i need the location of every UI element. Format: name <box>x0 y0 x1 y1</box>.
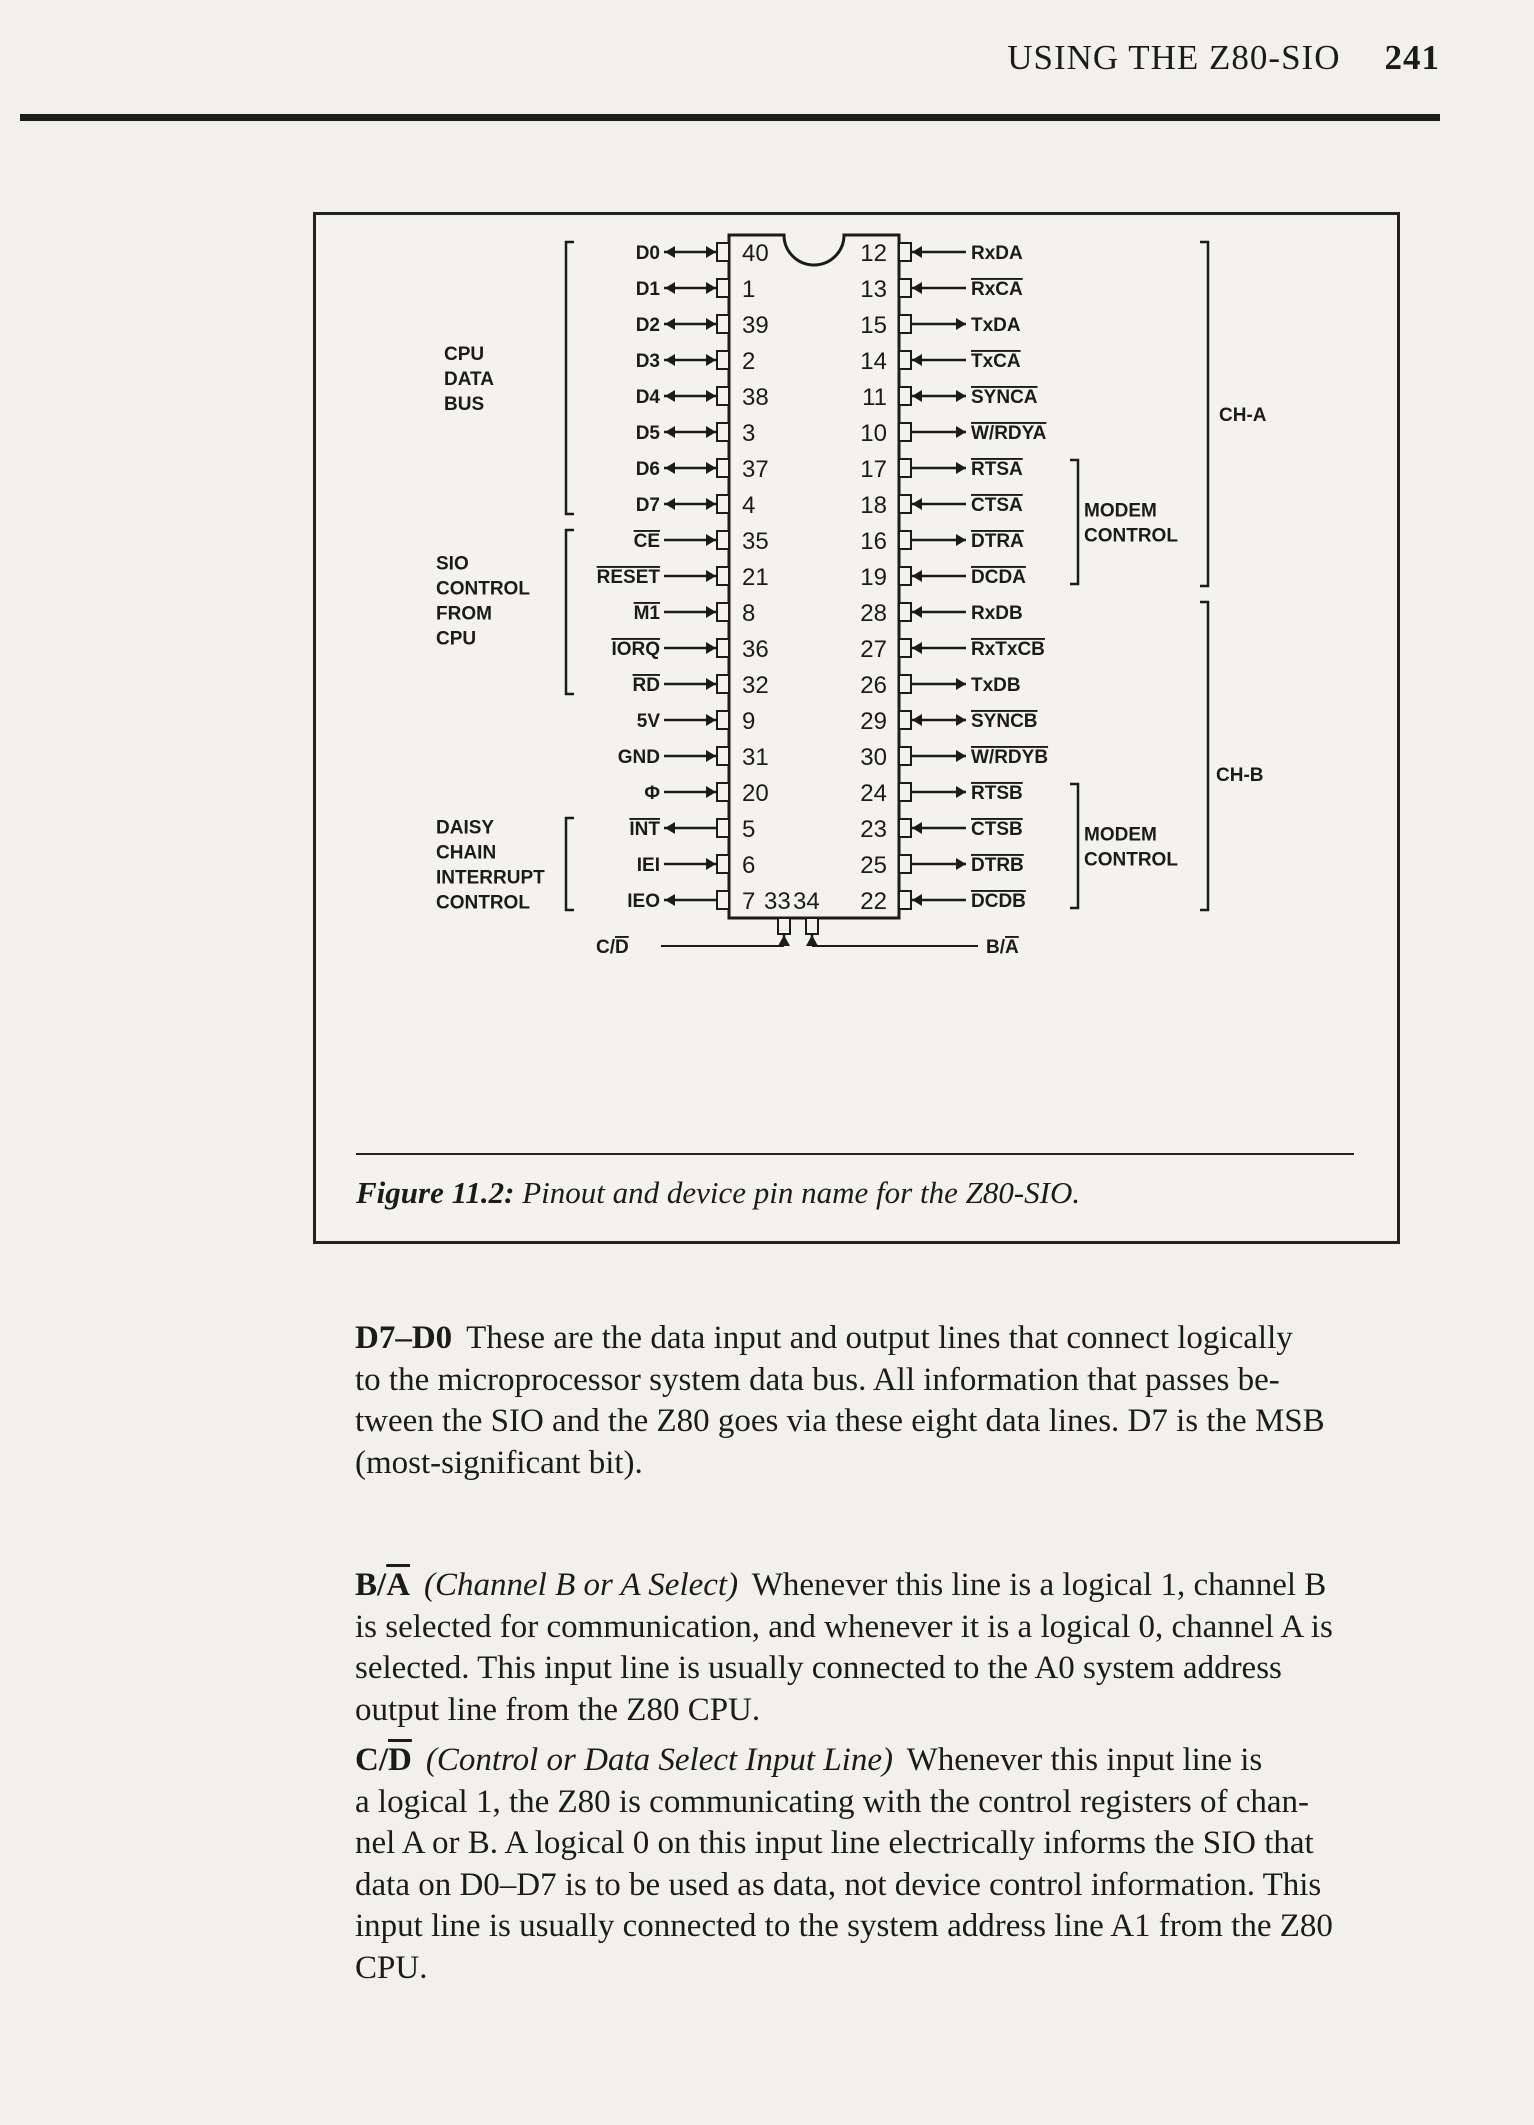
pin-number: 29 <box>860 708 887 735</box>
pin-name: M1 <box>633 603 660 624</box>
pin-arrow <box>706 246 716 258</box>
pin-name: D1 <box>635 279 660 300</box>
pin-arrow <box>706 354 716 366</box>
group-label-ch-a: CH-A <box>1219 405 1267 426</box>
line: These are the data input and output lines that connect logically <box>466 1320 1293 1356</box>
pin-number: 23 <box>860 816 887 843</box>
pin-name: D6 <box>635 459 660 480</box>
pin-name: DCDB <box>971 891 1026 912</box>
pin-stub <box>899 639 911 657</box>
pin-number: 27 <box>860 636 887 663</box>
pin-arrow <box>706 462 716 474</box>
line: output line from the Z80 CPU. <box>355 1691 761 1728</box>
pin-arrow <box>706 282 716 294</box>
pin-number: 20 <box>742 780 769 807</box>
pin-arrow <box>665 282 675 294</box>
pin-stub <box>899 855 911 873</box>
pin-name: Φ <box>644 783 660 804</box>
pin-arrow <box>806 935 818 946</box>
pin-stub <box>899 747 911 765</box>
group-label-modem-a: CONTROL <box>1084 525 1178 547</box>
bracket-sio-control <box>566 530 574 694</box>
pin-number: 25 <box>860 852 887 879</box>
pin-arrow <box>912 822 922 834</box>
pin-name: TxCA <box>971 351 1021 372</box>
pin-arrow <box>956 462 966 474</box>
pin-arrow <box>912 570 922 582</box>
pin-name: TxDB <box>971 675 1021 696</box>
pin-name: CTSB <box>971 819 1023 840</box>
pin-stub <box>717 315 729 333</box>
pin-arrow <box>665 426 675 438</box>
pin-number: 32 <box>742 672 769 699</box>
bracket-daisy-chain <box>566 818 574 910</box>
line: Whenever this input line is <box>906 1742 1263 1778</box>
pin-arrow <box>665 390 675 402</box>
term: $B/\overline{A}$ <box>355 1567 411 1603</box>
pin-number: 30 <box>860 744 887 771</box>
group-label-cpu-data-bus: CPU <box>444 344 485 365</box>
figure-caption <box>356 1175 1080 1211</box>
pin-number: 34 <box>793 888 820 915</box>
pin-name: RESET <box>596 567 660 588</box>
pin-number: 38 <box>742 384 769 411</box>
pin-stub <box>717 603 729 621</box>
pin-arrow <box>665 822 675 834</box>
pin-stub <box>717 495 729 513</box>
pin-name: D4 <box>635 387 660 408</box>
page-number: 241 <box>1384 38 1440 77</box>
pin-name: DCDA <box>971 567 1026 588</box>
pin-name: W/RDYB <box>971 747 1049 768</box>
pin-arrow <box>665 498 675 510</box>
pin-number: 11 <box>862 384 887 411</box>
pin-stub <box>717 819 729 837</box>
pin-arrow <box>665 462 675 474</box>
pin-arrow <box>912 714 922 726</box>
pin-stub <box>899 423 911 441</box>
pin-arrow <box>706 426 716 438</box>
pin-stub <box>899 891 911 909</box>
pin-stub <box>717 279 729 297</box>
bracket-modem-a <box>1070 460 1078 584</box>
pin-arrow <box>956 318 966 330</box>
pin-arrow <box>956 858 966 870</box>
pin-number: 35 <box>742 528 769 555</box>
group-label-sio-control: CPU <box>436 628 477 650</box>
pin-name: DTRB <box>971 855 1024 876</box>
pin-name: IEI <box>636 855 660 876</box>
pin-stub <box>899 675 911 693</box>
pin-stub <box>717 855 729 873</box>
pin-name: D7 <box>635 495 660 516</box>
pin-number: 21 <box>742 564 769 591</box>
line: input line is usually connected to the system address line A1 from the Z80 <box>355 1908 1333 1944</box>
header-rule <box>20 114 1440 121</box>
caption-text: Pinout and device pin name for the Z80-SIO. <box>522 1175 1081 1210</box>
pin-arrow <box>956 678 966 690</box>
pin-arrow <box>706 318 716 330</box>
pin-name: RTSA <box>971 459 1023 480</box>
pin-name: RTSB <box>971 783 1023 804</box>
pin-name: RxDB <box>971 603 1023 624</box>
pin-stub <box>717 567 729 585</box>
line: (most-significant bit). <box>355 1444 643 1481</box>
pin-stub <box>717 243 729 261</box>
pin-number: 37 <box>742 456 769 483</box>
bracket-modem-b <box>1070 784 1078 908</box>
pin-name: C/D <box>596 937 629 958</box>
pin-stub <box>717 711 729 729</box>
pin-stub <box>717 891 729 909</box>
pin-stub <box>717 423 729 441</box>
paragraph-c-d <box>355 1740 1400 1989</box>
pin-number: 39 <box>742 312 769 339</box>
group-label-cpu-data-bus: DATA <box>444 369 494 390</box>
running-head <box>20 38 1440 78</box>
group-label-daisy-chain: CONTROL <box>436 892 530 914</box>
pin-name: D3 <box>635 351 660 372</box>
pin-stub <box>899 567 911 585</box>
pin-arrow <box>956 390 966 402</box>
pin-name: D5 <box>635 423 660 444</box>
pin-arrow <box>956 426 966 438</box>
pin-name: RD <box>632 675 660 696</box>
pin-number: 17 <box>860 456 887 483</box>
group-label-modem-b: MODEM <box>1084 824 1157 846</box>
pin-number: 8 <box>742 600 756 627</box>
pin-arrow <box>706 570 716 582</box>
pin-stub <box>717 747 729 765</box>
line: tween the SIO and the Z80 goes via these eight data lines. D7 is the MSB <box>355 1403 1325 1439</box>
figure-rule <box>356 1153 1354 1155</box>
paragraph-d7-d0 <box>355 1318 1400 1484</box>
pin-arrow <box>912 498 922 510</box>
pin-stub <box>717 459 729 477</box>
group-label-modem-b: CONTROL <box>1084 849 1178 871</box>
group-label-modem-a: MODEM <box>1084 500 1157 522</box>
pinout-diagram <box>316 215 1397 1145</box>
pin-arrow <box>706 534 716 546</box>
pin-number: 2 <box>742 348 756 375</box>
pin-number: 14 <box>860 348 887 375</box>
pin-stub <box>899 819 911 837</box>
pin-stub <box>899 495 911 513</box>
pin-stub <box>778 918 790 934</box>
pin-stub <box>717 531 729 549</box>
bracket-ch-b <box>1200 602 1208 910</box>
pin-number: 12 <box>860 240 887 267</box>
group-label-ch-b: CH-B <box>1216 765 1264 786</box>
pin-name: RxTxCB <box>971 639 1045 660</box>
pin-number: 33 <box>764 888 791 915</box>
line: CPU. <box>355 1949 428 1986</box>
pin-number: 4 <box>742 492 756 519</box>
pin-number: 31 <box>742 744 769 771</box>
pin-name: D2 <box>635 315 660 336</box>
pin-name: CE <box>633 531 660 552</box>
pin-stub <box>899 603 911 621</box>
group-label-daisy-chain: DAISY <box>436 817 495 839</box>
pin-number: 24 <box>860 780 887 807</box>
pin-name: IEO <box>627 891 660 912</box>
pin-arrow <box>912 246 922 258</box>
line: a logical 1, the Z80 is communicating with the control registers of chan- <box>355 1783 1309 1820</box>
pin-number: 19 <box>860 564 887 591</box>
pin-arrow <box>706 606 716 618</box>
pin-stub <box>899 531 911 549</box>
pin-arrow <box>706 714 716 726</box>
pin-name: RxDA <box>971 243 1023 264</box>
pin-number: 13 <box>860 276 887 303</box>
group-label-daisy-chain: INTERRUPT <box>436 867 545 889</box>
pin-stub <box>806 918 818 934</box>
pin-name: GND <box>617 747 660 768</box>
line: Whenever this line is a logical 1, channel B <box>751 1567 1327 1603</box>
pin-number: 40 <box>742 240 769 267</box>
pin-arrow <box>665 246 675 258</box>
pin-number: 26 <box>860 672 887 699</box>
pin-number: 18 <box>860 492 887 519</box>
pin-name: SYNCB <box>971 711 1038 732</box>
pin-stub <box>717 783 729 801</box>
pin-number: 1 <box>742 276 756 303</box>
pin-name: CTSA <box>971 495 1023 516</box>
caption-label: Figure 11.2: <box>356 1175 515 1210</box>
pin-name: RxCA <box>971 279 1023 300</box>
pin-arrow <box>778 935 790 946</box>
paragraph-b-a <box>355 1565 1400 1731</box>
term: $C/\overline{D}$ <box>355 1742 412 1778</box>
figure-box <box>313 212 1400 1244</box>
pin-arrow <box>665 318 675 330</box>
pin-stub <box>717 351 729 369</box>
pin-name: DTRA <box>971 531 1024 552</box>
pin-stub <box>717 639 729 657</box>
running-title: USING THE Z80-SIO <box>1007 38 1341 77</box>
term: D7–D0 <box>355 1320 453 1356</box>
pin-number: 7 <box>742 888 756 915</box>
pin-stub <box>899 315 911 333</box>
pin-name: W/RDYA <box>971 423 1047 444</box>
pin-arrow <box>912 282 922 294</box>
term-description: (Channel B or A Select) <box>424 1567 739 1603</box>
pin-stub <box>899 387 911 405</box>
line: selected. This input line is usually connected to the A0 system address <box>355 1650 1282 1686</box>
pin-number: 16 <box>860 528 887 555</box>
pin-name: D0 <box>635 243 660 264</box>
pin-number: 3 <box>742 420 756 447</box>
bracket-cpu-data-bus <box>566 242 574 514</box>
pin-name: INT <box>629 819 660 840</box>
pin-arrow <box>706 678 716 690</box>
pin-arrow <box>912 354 922 366</box>
pin-arrow <box>706 858 716 870</box>
pin-number: 15 <box>860 312 887 339</box>
pin-number: 22 <box>860 888 887 915</box>
pin-number: 9 <box>742 708 756 735</box>
pin-arrow <box>665 354 675 366</box>
term-description: (Control or Data Select Input Line) <box>425 1742 893 1778</box>
pin-number: 6 <box>742 852 756 879</box>
group-label-daisy-chain: CHAIN <box>436 842 497 864</box>
pin-name: IORQ <box>611 639 660 660</box>
pin-arrow <box>706 498 716 510</box>
pin-arrow <box>956 714 966 726</box>
pin-arrow <box>706 390 716 402</box>
pin-arrow <box>706 642 716 654</box>
pin-number: 36 <box>742 636 769 663</box>
pin-name: 5V <box>636 711 660 732</box>
pin-arrow <box>956 750 966 762</box>
pin-name: SYNCA <box>971 387 1038 408</box>
pin-arrow <box>665 894 675 906</box>
pin-stub <box>717 675 729 693</box>
pin-stub <box>899 711 911 729</box>
group-label-sio-control: FROM <box>436 603 492 625</box>
pin-arrow <box>956 786 966 798</box>
pin-arrow <box>912 894 922 906</box>
pin-arrow <box>912 642 922 654</box>
line: is selected for communication, and whenever it is a logical 0, channel A is <box>355 1608 1333 1645</box>
pin-name: B/A <box>986 937 1019 958</box>
pin-number: 28 <box>860 600 887 627</box>
group-label-sio-control: SIO <box>436 553 469 575</box>
pin-arrow <box>912 390 922 402</box>
pin-arrow <box>912 606 922 618</box>
line: data on D0–D7 is to be used as data, not device control information. This <box>355 1866 1322 1903</box>
pin-name: TxDA <box>971 315 1021 336</box>
pin-arrow <box>706 786 716 798</box>
group-label-sio-control: CONTROL <box>436 578 530 600</box>
line: nel A or B. A logical 0 on this input line electrically informs the SIO that <box>355 1825 1314 1861</box>
group-label-cpu-data-bus: BUS <box>444 394 485 415</box>
line: to the microprocessor system data bus. All information that passes be- <box>355 1361 1280 1398</box>
pin-stub <box>899 351 911 369</box>
pin-number: 5 <box>742 816 756 843</box>
pin-stub <box>899 783 911 801</box>
bracket-ch-a <box>1200 242 1208 586</box>
pin-arrow <box>956 534 966 546</box>
pin-stub <box>899 243 911 261</box>
pin-number: 10 <box>860 420 887 447</box>
pin-arrow <box>706 750 716 762</box>
pin-stub <box>717 387 729 405</box>
pin-stub <box>899 459 911 477</box>
pin-stub <box>899 279 911 297</box>
